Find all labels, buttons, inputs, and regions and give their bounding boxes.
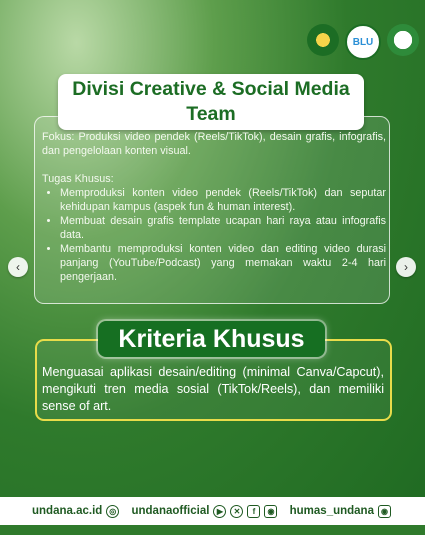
- campus-emblem-icon: [387, 24, 419, 56]
- footer-bar: [0, 497, 425, 525]
- social-label: undanaofficial: [131, 505, 210, 517]
- chevron-right-icon: ›: [404, 260, 408, 274]
- task-item: • Membantu memproduksi konten video dan editing video durasi panjang (YouTube/Podcast) yang memakan waktu 2-4 hari pengerjaan.: [60, 242, 386, 284]
- x-icon: ✕: [230, 505, 243, 518]
- chevron-left-icon: ‹: [16, 260, 20, 274]
- footer-social[interactable]: [131, 505, 277, 518]
- university-logo-icon: [307, 24, 339, 56]
- bottom-strip: [0, 525, 425, 535]
- youtube-icon: ▶: [213, 505, 226, 518]
- website-label: undana.ac.id: [32, 505, 103, 517]
- task-item: • Membuat desain grafis template ucapan hari raya atau infografis data.: [60, 214, 386, 242]
- blu-logo-icon: BLU: [345, 24, 381, 60]
- humas-label: humas_undana: [289, 505, 374, 517]
- task-item: • Memproduksi konten video pendek (Reels/TikTok) dan seputar kehidupan kampus (aspek fun & human interest).: [60, 186, 386, 214]
- criteria-title: Kriteria Khusus: [98, 321, 325, 357]
- footer-humas[interactable]: [290, 505, 391, 518]
- division-details: [42, 130, 386, 284]
- instagram-icon: ◉: [264, 505, 277, 518]
- globe-icon: ◎: [106, 505, 119, 518]
- previous-slide-button[interactable]: [8, 257, 28, 277]
- focus-text: Fokus: Produksi video pendek (Reels/TikTok), desain grafis, infografis, dan pengelolaan konten visual.: [42, 131, 386, 157]
- footer-website[interactable]: [32, 505, 119, 518]
- tasks-heading: Tugas Khusus:: [42, 173, 114, 185]
- division-title: Divisi Creative & Social Media Team: [58, 74, 364, 130]
- partner-logos: [307, 24, 419, 60]
- tasks-list: [42, 186, 386, 284]
- instagram-icon: ◉: [378, 505, 391, 518]
- facebook-icon: f: [247, 505, 260, 518]
- criteria-text: Menguasai aplikasi desain/editing (minimal Canva/Capcut), mengikuti tren media sosial (TikTok/Reels), dan memiliki sense of art.: [42, 365, 384, 413]
- next-slide-button[interactable]: [396, 257, 416, 277]
